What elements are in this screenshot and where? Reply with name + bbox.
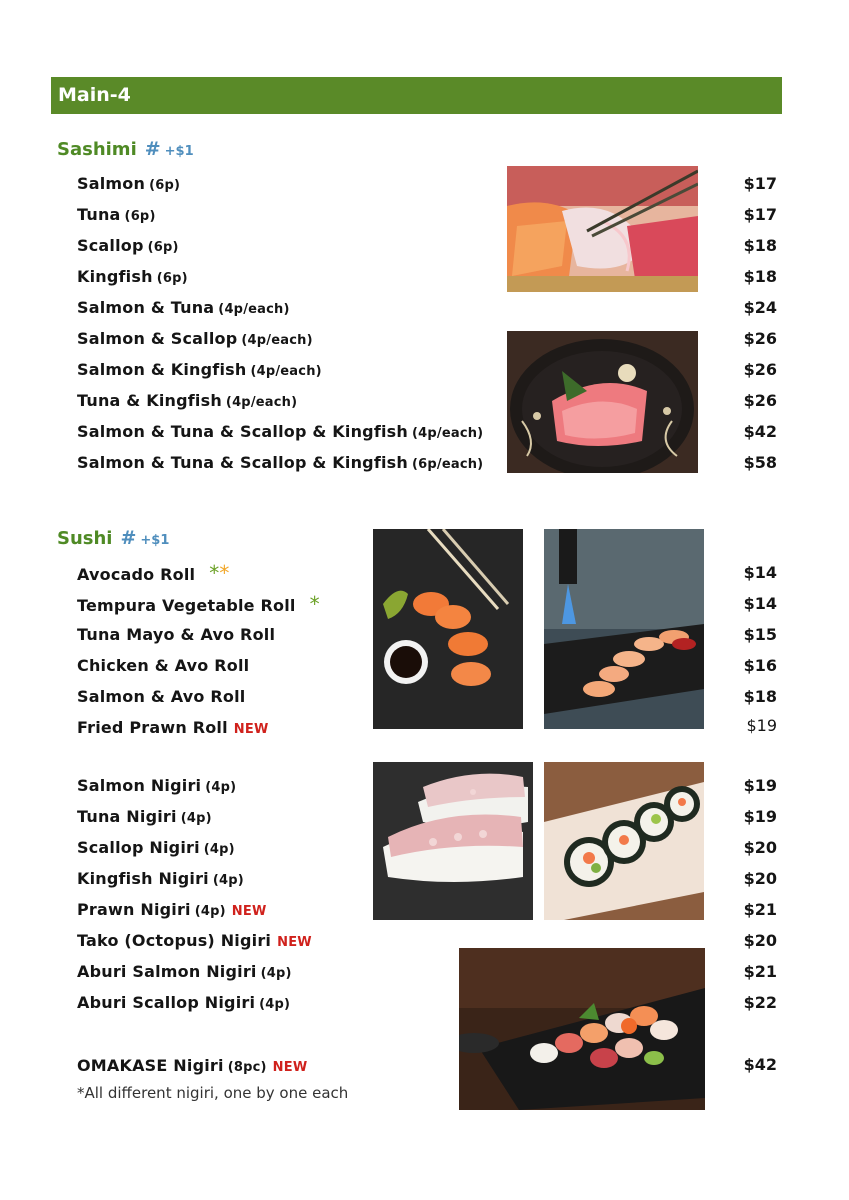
item-name: Kingfish bbox=[77, 267, 153, 286]
item-qty: (4p) bbox=[203, 842, 235, 857]
item-name: Chicken & Avo Roll bbox=[77, 656, 250, 675]
new-badge: NEW bbox=[231, 904, 267, 919]
sashimi-section-title bbox=[57, 138, 194, 160]
item-qty: (4p) bbox=[260, 966, 292, 981]
item-name: Fried Prawn Roll bbox=[77, 718, 228, 737]
menu-item-fried-prawn-roll bbox=[77, 715, 269, 741]
item-qty: (4p/each) bbox=[250, 364, 322, 379]
menu-item-avocado-roll bbox=[77, 560, 230, 586]
menu-item-aburi-salmon-nigiri bbox=[77, 959, 292, 985]
item-name: Scallop bbox=[77, 236, 144, 255]
item-qty: (4p/each) bbox=[218, 302, 290, 317]
item-price: $42 bbox=[743, 1055, 777, 1074]
item-price: $20 bbox=[743, 869, 777, 888]
item-price: $18 bbox=[743, 236, 777, 255]
item-qty: (6p) bbox=[124, 209, 156, 224]
menu-item-scallop-sashimi bbox=[77, 233, 179, 259]
item-name: Avocado Roll bbox=[77, 565, 196, 584]
item-name: Scallop Nigiri bbox=[77, 838, 200, 857]
item-name: Salmon Nigiri bbox=[77, 776, 202, 795]
item-price: $21 bbox=[743, 962, 777, 981]
torch-aburi-photo bbox=[544, 529, 704, 729]
item-qty: (6p/each) bbox=[411, 457, 484, 472]
item-price: $17 bbox=[743, 205, 777, 224]
omakase-nigiri-photo bbox=[459, 948, 705, 1110]
item-name: Tuna Nigiri bbox=[77, 807, 177, 826]
menu-item-omakase-nigiri bbox=[77, 1053, 307, 1079]
item-name: Salmon & Scallop bbox=[77, 329, 238, 348]
sushi-roll-plate-photo bbox=[544, 762, 704, 920]
page-title: Main-4 bbox=[58, 84, 131, 106]
menu-item-prawn-nigiri bbox=[77, 897, 267, 923]
new-badge: NEW bbox=[277, 935, 312, 950]
menu-item-scallop-nigiri bbox=[77, 835, 235, 861]
page-header-bar bbox=[51, 77, 782, 114]
menu-item-chicken-avo-roll bbox=[77, 653, 249, 679]
item-price: $20 bbox=[743, 838, 777, 857]
menu-item-tuna-mayo-roll bbox=[77, 622, 275, 648]
vegetarian-star-icon: * bbox=[309, 592, 320, 616]
menu-item-salmon-nigiri bbox=[77, 773, 236, 799]
item-qty: (4p/each) bbox=[411, 426, 484, 441]
menu-item-four-mix-4p bbox=[77, 419, 483, 445]
new-badge: NEW bbox=[272, 1060, 308, 1075]
new-badge: NEW bbox=[233, 722, 269, 737]
item-price: $19 bbox=[746, 716, 777, 735]
item-price: $18 bbox=[743, 267, 777, 286]
item-qty: (4p) bbox=[180, 811, 212, 826]
item-price: $14 bbox=[743, 563, 777, 582]
vegan-star-icon: * bbox=[219, 561, 230, 585]
item-price: $16 bbox=[743, 656, 777, 675]
item-name: Salmon & Avo Roll bbox=[77, 687, 246, 706]
item-qty: (4p) bbox=[212, 873, 244, 888]
item-qty: (6p) bbox=[147, 240, 179, 255]
vegetarian-star-icon: * bbox=[209, 561, 220, 585]
item-name: Tempura Vegetable Roll bbox=[77, 596, 296, 615]
omakase-note: *All different nigiri, one by one each bbox=[77, 1084, 349, 1102]
item-price: $19 bbox=[743, 807, 777, 826]
item-name: Aburi Scallop Nigiri bbox=[77, 993, 256, 1012]
item-price: $15 bbox=[743, 625, 777, 644]
item-name: OMAKASE Nigiri bbox=[77, 1056, 224, 1075]
item-price: $21 bbox=[743, 900, 777, 919]
menu-item-salmon-kingfish bbox=[77, 357, 322, 383]
sashimi-plate-photo bbox=[507, 331, 698, 473]
sushi-title-text: Sushi bbox=[57, 528, 113, 549]
menu-item-tempura-veg-roll bbox=[77, 591, 320, 617]
item-price: $24 bbox=[743, 298, 777, 317]
item-qty: (6p) bbox=[156, 271, 188, 286]
item-qty: (4p/each) bbox=[225, 395, 298, 410]
item-qty: (4p) bbox=[194, 904, 226, 919]
tako-nigiri-photo bbox=[373, 762, 533, 920]
item-price: $26 bbox=[743, 329, 777, 348]
hash-marker: # bbox=[120, 527, 137, 549]
menu-item-salmon-sashimi bbox=[77, 171, 180, 197]
item-qty: (8pc) bbox=[227, 1060, 267, 1075]
item-qty: (4p) bbox=[205, 780, 237, 795]
menu-item-kingfish-sashimi bbox=[77, 264, 188, 290]
item-qty: (4p) bbox=[259, 997, 291, 1012]
item-name: Salmon bbox=[77, 174, 146, 193]
item-name: Kingfish Nigiri bbox=[77, 869, 209, 888]
item-qty: (4p/each) bbox=[241, 333, 313, 348]
item-price: $26 bbox=[743, 391, 777, 410]
item-price: $22 bbox=[743, 993, 777, 1012]
sashimi-chopsticks-photo bbox=[507, 166, 698, 292]
item-price: $17 bbox=[743, 174, 777, 193]
item-price: $18 bbox=[743, 687, 777, 706]
item-name: Tuna & Kingfish bbox=[77, 391, 222, 410]
sashimi-title-text: Sashimi bbox=[57, 139, 137, 160]
item-name: Tuna Mayo & Avo Roll bbox=[77, 625, 276, 644]
menu-item-tuna-nigiri bbox=[77, 804, 212, 830]
menu-item-tuna-sashimi bbox=[77, 202, 156, 228]
item-qty: (6p) bbox=[149, 178, 181, 193]
item-name: Tako (Octopus) Nigiri bbox=[77, 931, 272, 950]
menu-item-salmon-tuna bbox=[77, 295, 290, 321]
menu-item-salmon-avo-roll bbox=[77, 684, 245, 710]
item-name: Salmon & Tuna bbox=[77, 298, 215, 317]
menu-item-four-mix-6p bbox=[77, 450, 483, 476]
sushi-section-title bbox=[57, 527, 169, 549]
item-price: $19 bbox=[743, 776, 777, 795]
menu-item-aburi-scallop-nigiri bbox=[77, 990, 290, 1016]
surcharge-text: +$1 bbox=[140, 533, 170, 548]
item-price: $42 bbox=[743, 422, 777, 441]
item-name: Tuna bbox=[77, 205, 121, 224]
item-name: Salmon & Tuna & Scallop & Kingfish bbox=[77, 422, 408, 441]
item-price: $26 bbox=[743, 360, 777, 379]
menu-item-tuna-kingfish bbox=[77, 388, 297, 414]
item-price: $14 bbox=[743, 594, 777, 613]
surcharge-text: +$1 bbox=[164, 144, 194, 159]
hash-marker: # bbox=[144, 138, 161, 160]
item-name: Prawn Nigiri bbox=[77, 900, 191, 919]
item-name: Salmon & Tuna & Scallop & Kingfish bbox=[77, 453, 408, 472]
menu-item-kingfish-nigiri bbox=[77, 866, 244, 892]
item-name: Salmon & Kingfish bbox=[77, 360, 247, 379]
menu-item-salmon-scallop bbox=[77, 326, 313, 352]
item-price: $58 bbox=[743, 453, 777, 472]
item-price: $20 bbox=[743, 931, 777, 950]
item-name: Aburi Salmon Nigiri bbox=[77, 962, 257, 981]
menu-item-tako-nigiri bbox=[77, 928, 312, 954]
salmon-nigiri-slate-photo bbox=[373, 529, 523, 729]
